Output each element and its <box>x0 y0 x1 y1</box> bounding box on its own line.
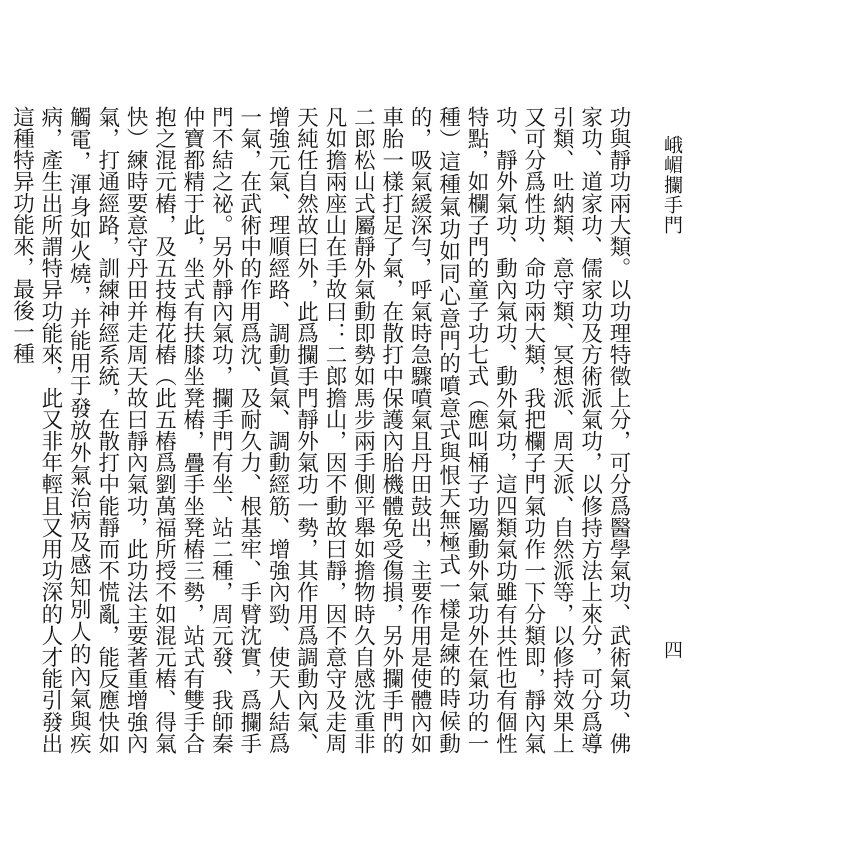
body-text-column-block <box>9 106 632 754</box>
page-number: 四 <box>661 640 683 659</box>
body-paragraph: 功與靜功兩大類。以功理特徵上分，可分爲醫學氣功、武術氣功、佛家功、道家功、儒家功及方術派氣功，以修持方法上來分，可分爲導引類、吐納類、意守類、冥想派、周天派、自然派等，以修持效果上又可分爲性功、命功兩大類，我把欄子門氣功作一下分類即，靜內氣功、靜外氣功、動內氣功、動外氣功，這四類氣功雖有共性也有個性特點，如欄子門的童子功七式（應叫桶子功屬動外氣功外在氣功的一種）這種氣功如同心意門的噴意式與恨天無極式一樣是練的時候動的，吸氣緩深勻，呼氣時急驟噴氣且丹田鼓出，主要作用是使體內如車胎一樣打足了氣，在散打中保護內胎機體免受傷損，另外攔手門的二郎松山式屬靜外氣動即勢如馬步兩手側平舉如擔物時久自感沈重非凡如擔兩座山在手故曰：二郎擔山，因不動故曰靜，因不意守及走周天純任自然故曰外，此爲攔手門靜外氣功一勢，其作用爲調動內氣、增強元氣、理順經路、調動眞氣、調動經筋、增強內勁、使天人結爲一氣，在武術中的作用爲沈、及耐久力、根基牢、手臂沈實，爲攔手門不結之祕。另外靜內氣功，攔手門有坐、站二種，周元發、我師秦仲寶都精于此，坐式有扶膝坐凳樁，疊手坐凳樁三勢，站式有雙手合抱之混元樁，及五技梅花樁（此五樁爲劉萬福所授不如混元樁、得氣快）練時要意守丹田并走周天故曰靜內氣功，此功法主要著重增強內氣，打通經路，訓練神經系統，在散打中能靜而不慌亂，能反應快如觸電，渾身如火燒，并能用于發放外氣治病及感知別人的內氣與疾病，產生出所謂特异功能來，此又非年輕且又用功深的人才能引發出這種特异功能來，最後一種 <box>9 106 631 754</box>
running-title: 峨嵋攔手門 <box>661 135 683 235</box>
